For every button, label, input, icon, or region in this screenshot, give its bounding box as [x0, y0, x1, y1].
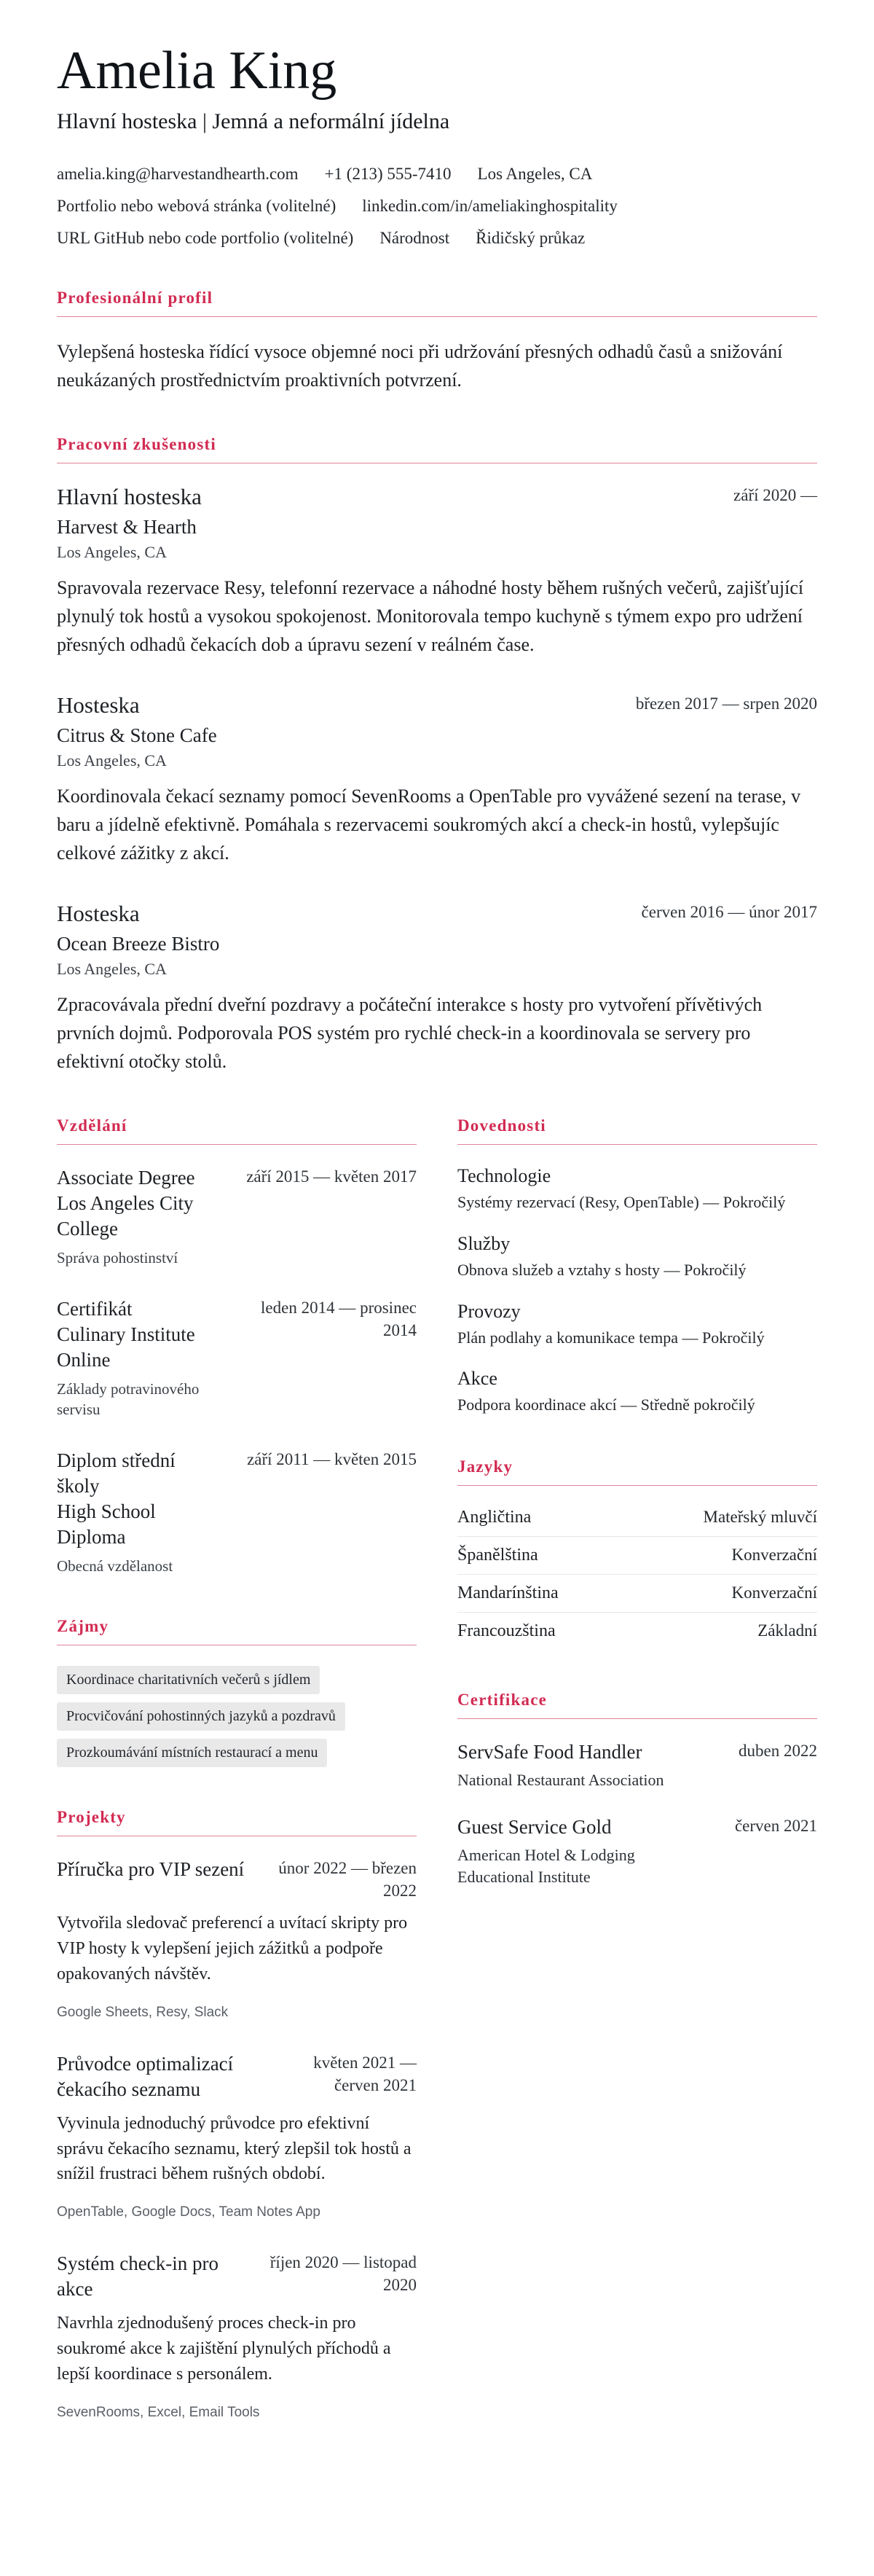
project-tools: OpenTable, Google Docs, Team Notes App: [57, 2204, 320, 2220]
job-date: červen 2016 — únor 2017: [641, 902, 817, 921]
project-title: Příručka pro VIP sezení: [57, 1858, 245, 1881]
skill-group: [457, 1301, 817, 1350]
job-date: březen 2017 — srpen 2020: [635, 694, 817, 713]
certification-head: [457, 1739, 817, 1791]
project-tools: Google Sheets, Resy, Slack: [57, 2004, 229, 2020]
contact-driving-license: Řidičský průkaz: [476, 228, 586, 247]
section-certifications: [457, 1691, 817, 1887]
job-title: Hosteska: [57, 692, 140, 718]
two-column-area: [57, 1076, 817, 2421]
certification-issuer: American Hotel & Lodging Educational Institute: [457, 1845, 635, 1886]
interests-heading: Zájmy: [57, 1617, 417, 1645]
education-degree: Associate Degree: [57, 1166, 195, 1189]
language-level: Konverzační: [731, 1546, 817, 1565]
interest-chips: [57, 1666, 417, 1767]
skill-category: Akce: [457, 1368, 497, 1390]
education-entry: [57, 1165, 417, 1269]
job-entry: [57, 484, 817, 659]
skill-group: [457, 1165, 817, 1214]
education-head: [57, 1448, 417, 1577]
contact-row-2: [57, 197, 817, 216]
job-title: Hlavní hosteska: [57, 483, 202, 509]
project-date: květen 2021 — červen 2021: [313, 2053, 417, 2094]
certification-entry: [457, 1814, 817, 1887]
project-title: Systém check-in pro akce: [57, 2252, 219, 2301]
projects-heading: Projekty: [57, 1808, 417, 1836]
contact-row-1: [57, 165, 817, 184]
job-head: [57, 901, 817, 927]
job-title: Hosteska: [57, 900, 140, 926]
education-school: Culinary Institute Online: [57, 1323, 195, 1371]
education-heading: Vzdělání: [57, 1116, 417, 1145]
job-entry: [57, 901, 817, 1076]
project-date: říjen 2020 — listopad 2020: [269, 2253, 417, 2295]
education-date: leden 2014 — prosinec 2014: [261, 1298, 417, 1339]
language-name: Španělština: [457, 1546, 538, 1565]
education-entry: [57, 1448, 417, 1577]
job-location: Los Angeles, CA: [57, 959, 167, 978]
education-head: [57, 1165, 417, 1269]
contact-github: URL GitHub nebo code portfolio (volitelné): [57, 228, 354, 247]
education-titles: [57, 1448, 211, 1577]
education-detail: Obecná vzdělanost: [57, 1557, 173, 1575]
project-date: únor 2022 — březen 2022: [278, 1859, 417, 1900]
resume-subtitle: Hlavní hosteska | Jemná a neformální jídelna: [57, 109, 450, 133]
project-head: [57, 2051, 417, 2102]
education-degree: Diplom střední školy: [57, 1449, 176, 1497]
education-school: High School Diploma: [57, 1500, 156, 1548]
contact-location: Los Angeles, CA: [477, 164, 593, 183]
language-level: Mateřský mluvčí: [703, 1508, 817, 1527]
skills-heading: Dovednosti: [457, 1116, 817, 1145]
interest-chip: Koordinace charitativních večerů s jídlem: [57, 1666, 320, 1694]
project-tools: SevenRooms, Excel, Email Tools: [57, 2404, 260, 2420]
contact-email: amelia.king@harvestandhearth.com: [57, 164, 299, 183]
skill-category: Technologie: [457, 1164, 551, 1186]
contact-row-3: [57, 229, 817, 248]
certification-entry: [457, 1739, 817, 1791]
project-head: [57, 1857, 417, 1902]
skill-item: Obnova služeb a vztahy s hosty — Pokročilý: [457, 1260, 747, 1279]
skill-category: Provozy: [457, 1300, 521, 1322]
contact-portfolio: Portfolio nebo webová stránka (volitelné): [57, 196, 336, 215]
project-entry: [57, 2251, 417, 2421]
language-name: Francouzština: [457, 1621, 556, 1641]
section-projects: [57, 1808, 417, 2421]
certification-titles: [457, 1739, 664, 1791]
education-date: září 2011 — květen 2015: [247, 1449, 417, 1468]
resume-header: [57, 42, 817, 248]
skill-item: Systémy rezervací (Resy, OpenTable) — Pokročilý: [457, 1192, 786, 1211]
education-titles: [57, 1296, 211, 1420]
job-company: Ocean Breeze Bistro: [57, 932, 220, 955]
language-level: Konverzační: [731, 1583, 817, 1602]
certification-date: duben 2022: [739, 1742, 817, 1761]
job-location: Los Angeles, CA: [57, 542, 167, 561]
job-company: Citrus & Stone Cafe: [57, 724, 217, 746]
education-head: [57, 1296, 417, 1420]
education-school: Los Angeles City College: [57, 1192, 194, 1240]
skill-item: Plán podlahy a komunikace tempa — Pokročilý: [457, 1328, 765, 1347]
section-languages: [457, 1457, 817, 1650]
certification-date: červen 2021: [734, 1816, 817, 1835]
skill-category: Služby: [457, 1232, 511, 1254]
job-head: [57, 484, 817, 510]
language-row: [457, 1575, 817, 1613]
education-degree: Certifikát: [57, 1297, 133, 1320]
education-titles: [57, 1165, 211, 1269]
profile-text: Vylepšená hosteska řídící vysoce objemné noci při udržování přesných odhadů časů a snižování neukázaných prostřednictvím proaktivních potvrzení.: [57, 340, 783, 391]
section-education: [57, 1116, 417, 1576]
certification-title: Guest Service Gold: [457, 1815, 612, 1838]
job-entry: [57, 692, 817, 867]
education-entry: [57, 1296, 417, 1420]
job-company: Harvest & Hearth: [57, 515, 197, 538]
contact-nationality: Národnost: [379, 228, 450, 247]
section-interests: [57, 1617, 417, 1767]
contact-phone: +1 (213) 555-7410: [324, 164, 452, 183]
profile-heading: Profesionální profil: [57, 289, 817, 317]
project-description: Vyvinula jednoduchý průvodce pro efektivní správu čekacího seznamu, který zlepšil tok hostů a snížil frustraci během rušných období.: [57, 2113, 412, 2184]
resume-name: Amelia King: [57, 41, 337, 101]
language-level: Základní: [757, 1621, 817, 1640]
education-detail: Správa pohostinství: [57, 1249, 178, 1267]
language-row: [457, 1537, 817, 1575]
job-location: Los Angeles, CA: [57, 751, 167, 770]
interest-chip: Prozkoumávání místních restaurací a menu: [57, 1739, 327, 1767]
education-detail: Základy potravinového servisu: [57, 1379, 200, 1419]
right-column: [457, 1076, 817, 1887]
certification-titles: [457, 1814, 685, 1887]
skill-group: [457, 1368, 817, 1417]
language-row: [457, 1613, 817, 1650]
experience-heading: Pracovní zkušenosti: [57, 435, 817, 463]
section-experience: [57, 435, 817, 1076]
language-name: Mandarínština: [457, 1583, 559, 1603]
skill-item: Podpora koordinace akcí — Středně pokročilý: [457, 1395, 755, 1414]
skill-group: [457, 1233, 817, 1282]
language-row: [457, 1506, 817, 1537]
contact-linkedin: linkedin.com/in/ameliakinghospitality: [362, 196, 618, 215]
interest-chip: Procvičování pohostinných jazyků a pozdravů: [57, 1702, 345, 1731]
certification-title: ServSafe Food Handler: [457, 1741, 642, 1763]
project-head: [57, 2251, 417, 2302]
job-head: [57, 692, 817, 719]
certification-issuer: National Restaurant Association: [457, 1771, 664, 1790]
education-date: září 2015 — květen 2017: [246, 1167, 417, 1186]
project-entry: [57, 1857, 417, 2020]
languages-heading: Jazyky: [457, 1457, 817, 1486]
job-description: Zpracovávala přední dveřní pozdravy a počáteční interakce s hosty pro vytvoření přívětivých prvních dojmů. Podporovala POS systém pro rychlé check-in a koordinovala se servery pro efektivní otočky stolů.: [57, 993, 763, 1072]
project-entry: [57, 2051, 417, 2221]
job-description: Koordinovala čekací seznamy pomocí SevenRooms a OpenTable pro vyvážené sezení na terase, v baru a jídelně efektivně. Pomáhala s rezervacemi soukromých akcí a check-in hostů, vylepšujíc celkové zážitky z akcí.: [57, 785, 801, 864]
project-description: Navrhla zjednodušený proces check-in pro soukromé akce k zajištění plynulých příchodů a lepší koordinace s personálem.: [57, 2314, 391, 2384]
project-description: Vytvořila sledovač preferencí a uvítací skripty pro VIP hosty k vylepšení jejich zážitků a podpoře opakovaných návštěv.: [57, 1914, 408, 1984]
section-profile: [57, 289, 817, 394]
left-column: [57, 1076, 417, 2421]
language-name: Angličtina: [457, 1508, 532, 1527]
project-title: Průvodce optimalizací čekacího seznamu: [57, 2052, 234, 2100]
certifications-heading: Certifikace: [457, 1691, 817, 1719]
job-date: září 2020 —: [733, 485, 817, 504]
certification-head: [457, 1814, 817, 1887]
job-description: Spravovala rezervace Resy, telefonní rezervace a náhodné hosty během rušných večerů, zajišťující plynulý tok hostů a vysokou spokojenost. Monitorovala tempo kuchyně s týmem expo pro udržení přesných odhadů čekacích dob a úpravu sezení v reálném čase.: [57, 576, 804, 655]
section-skills: [457, 1116, 817, 1417]
